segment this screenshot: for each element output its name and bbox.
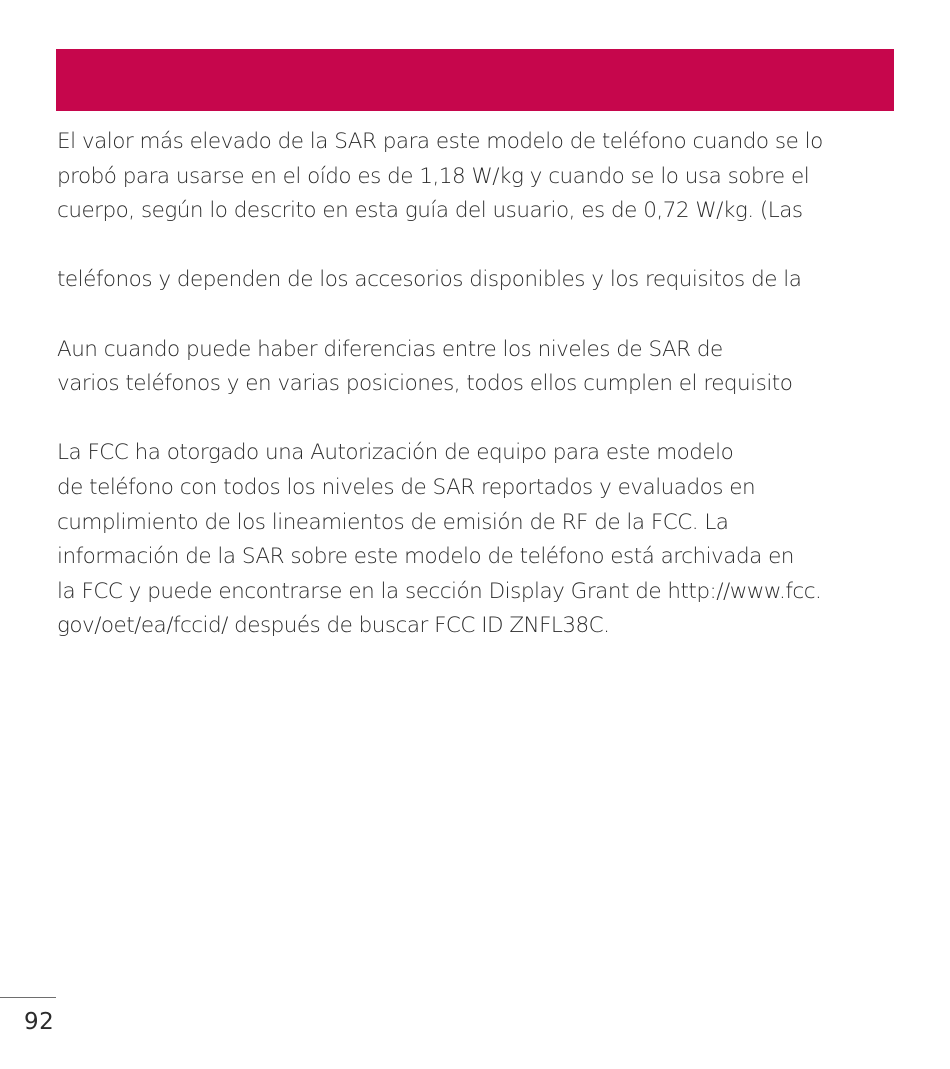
- paragraph-fcc-authorization: [57, 436, 897, 644]
- paragraph-sar-values: [57, 125, 897, 229]
- page-number: 92: [24, 1009, 55, 1035]
- text-line: Aun cuando puede haber diferencias entre los niveles de SAR de: [57, 336, 723, 362]
- text-line: cuerpo, según lo descrito en esta guía del usuario, es de 0,72 W/kg. (Las: [57, 198, 803, 224]
- text-line: cumplimiento de los lineamientos de emisión de RF de la FCC. La: [57, 509, 729, 535]
- paragraph-gap: [57, 298, 897, 333]
- text-line: probó para usarse en el oído es de 1,18 W/kg y cuando se lo usa sobre el: [57, 163, 810, 189]
- text-line: gov/oet/ea/fccid/ después de buscar FCC ID ZNFL38C.: [57, 613, 610, 639]
- paragraph-gap: [57, 402, 897, 437]
- text-line: información de la SAR sobre este modelo de teléfono está archivada en: [57, 544, 794, 570]
- text-line: El valor más elevado de la SAR para este modelo de teléfono cuando se lo: [57, 129, 823, 154]
- text-line: teléfonos y dependen de los accesorios disponibles y los requisitos de la: [57, 267, 802, 293]
- document-body: [57, 125, 897, 644]
- text-line: de teléfono con todos los niveles de SAR reportados y evaluados en: [57, 474, 756, 500]
- text-line: la FCC y puede encontrarse en la sección Display Grant de http://www.fcc.: [57, 578, 822, 604]
- footer-divider: [0, 997, 56, 998]
- paragraph-differences: [57, 333, 897, 402]
- text-line: varios teléfonos y en varias posiciones, todos ellos cumplen el requisito: [57, 371, 793, 397]
- paragraph-accessories: [57, 263, 897, 298]
- paragraph-gap: [57, 229, 897, 264]
- section-header-bar: [56, 49, 894, 111]
- text-line: La FCC ha otorgado una Autorización de equipo para este modelo: [57, 440, 734, 466]
